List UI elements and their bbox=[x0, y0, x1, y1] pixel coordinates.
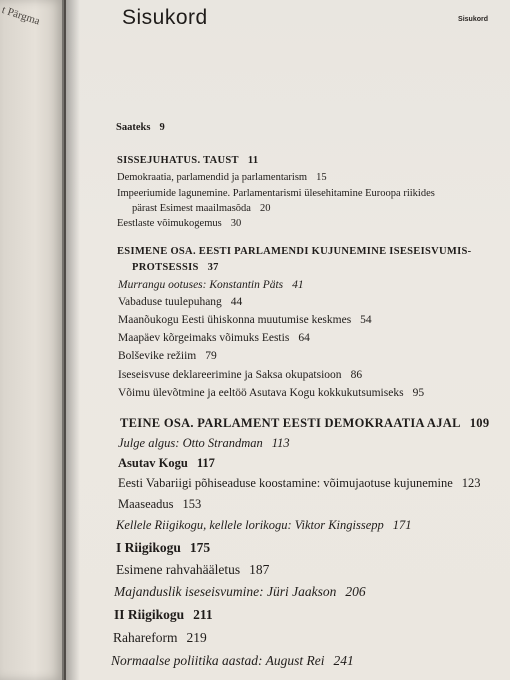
toc-entry: Esimene rahvahääletus 187 bbox=[116, 562, 270, 577]
toc-entry: Eestlaste võimukogemus 30 bbox=[117, 218, 242, 229]
toc-entry: Maapäev kõrgeimaks võimuks Eestis 64 bbox=[118, 332, 310, 344]
page-title: Sisukord bbox=[122, 6, 208, 29]
running-head: Sisukord bbox=[458, 16, 488, 23]
toc-entry-portrait: Kellele Riigikogu, kellele lorikogu: Viktor Kingissepp 171 bbox=[116, 518, 412, 532]
toc-entry: Maanõukogu Eesti ühiskonna muutumise keskmes 54 bbox=[118, 314, 372, 326]
toc-entry: Demokraatia, parlamendid ja parlamentarism 15 bbox=[117, 172, 327, 183]
toc-entry-portrait: Murrangu ootuses: Konstantin Päts 41 bbox=[118, 279, 304, 291]
toc-section-heading: TEINE OSA. PARLAMENT EESTI DEMOKRAATIA AJAL 109 bbox=[120, 416, 490, 430]
left-running-head: t Pärgma bbox=[0, 4, 42, 28]
toc-entry: Eesti Vabariigi põhiseaduse koostamine: võimujaotuse kujunemine 123 bbox=[118, 476, 481, 490]
toc-entry-bold: I Riigikogu 175 bbox=[116, 540, 211, 555]
toc-page bbox=[66, 0, 510, 680]
toc-entry: Maaseadus 153 bbox=[118, 497, 202, 511]
toc-entry-bold: II Riigikogu 211 bbox=[114, 607, 213, 622]
toc-entry-continued: pärast Esimest maailmasõda 20 bbox=[132, 203, 271, 214]
toc-entry: Saateks 9 bbox=[116, 122, 165, 133]
toc-entry-portrait: Julge algus: Otto Strandman 113 bbox=[118, 436, 290, 450]
toc-entry-portrait: Majanduslik iseseisvumine: Jüri Jaakson 206 bbox=[114, 584, 366, 599]
book-gutter bbox=[62, 0, 80, 680]
toc-entry: Iseseisvuse deklareerimine ja Saksa okupatsioon 86 bbox=[118, 369, 363, 381]
toc-entry: Võimu ülevõtmine ja eeltöö Asutava Kogu kokkukutsumiseks 95 bbox=[118, 387, 425, 399]
left-facing-page bbox=[0, 0, 64, 680]
toc-entry-bold: Asutav Kogu 117 bbox=[118, 456, 215, 470]
toc-section-heading: ESIMENE OSA. EESTI PARLAMENDI KUJUNEMINE ISESEISVUMIS- bbox=[117, 246, 472, 257]
toc-entry: Impeeriumide lagunemine. Parlamentarismi ülesehitamine Euroopa riikides bbox=[117, 188, 435, 199]
toc-entry: Rahareform 219 bbox=[113, 630, 207, 645]
toc-entry: Vabaduse tuulepuhang 44 bbox=[118, 296, 243, 308]
toc-entry-portrait: Normaalse poliitika aastad: August Rei 241 bbox=[111, 653, 354, 668]
toc-section-heading-continued: PROTSESSIS 37 bbox=[132, 262, 219, 273]
toc-section-heading: SISSEJUHATUS. TAUST 11 bbox=[117, 155, 259, 166]
table-of-contents bbox=[66, 0, 510, 680]
toc-entry: Bolševike režiim 79 bbox=[118, 350, 217, 362]
